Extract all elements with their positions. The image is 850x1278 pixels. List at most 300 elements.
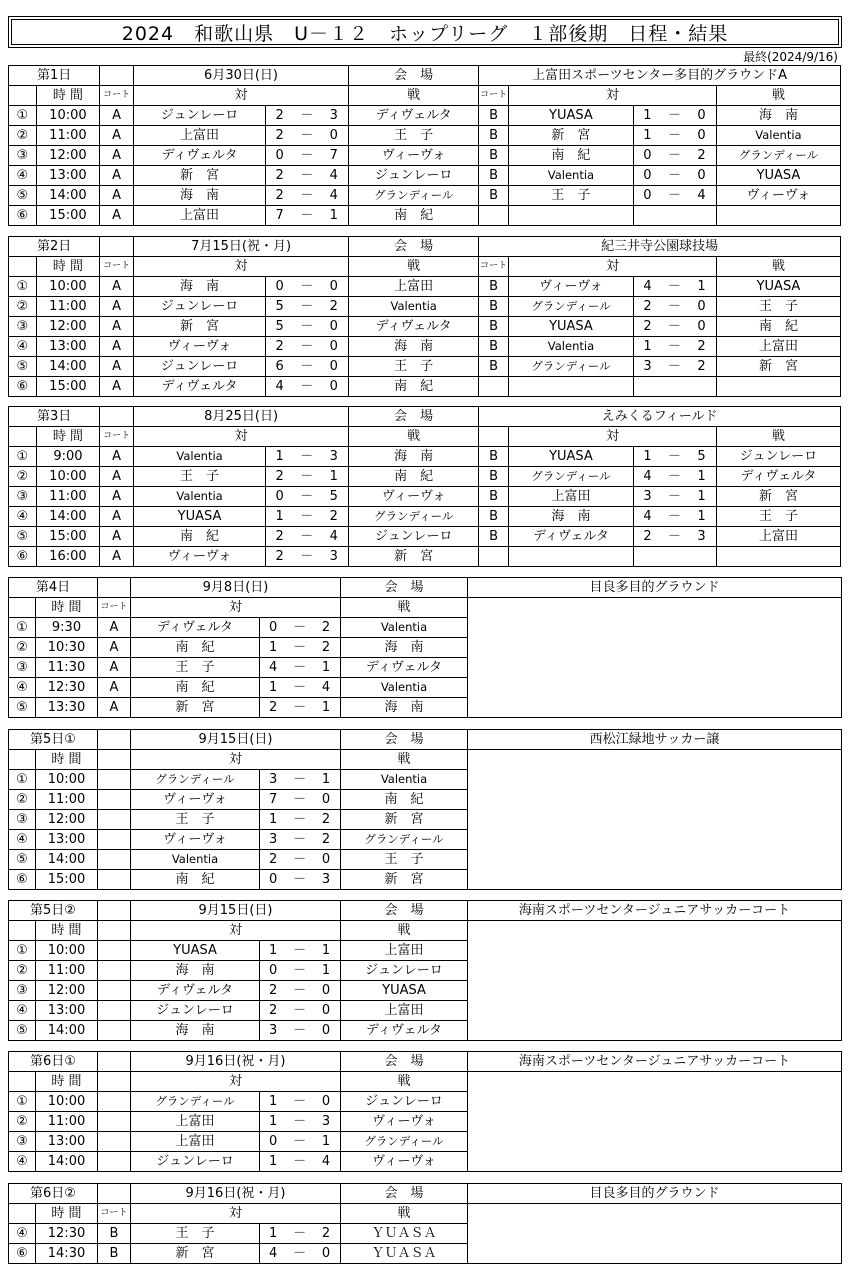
away-score: 3 (329, 549, 338, 564)
time-header: 時 間 (36, 427, 100, 447)
match-time: 15:00 (36, 377, 100, 397)
home-team: ジュンレーロ (133, 357, 265, 377)
score-dash: － (668, 319, 682, 334)
score-dash: － (300, 148, 314, 163)
away-score: 3 (697, 529, 706, 544)
score (260, 830, 341, 850)
score-dash: － (300, 489, 314, 504)
score-dash: － (293, 852, 307, 867)
venue-label: 会 場 (341, 578, 468, 598)
home-team: ヴィーヴォ (133, 337, 265, 357)
match-row (9, 186, 841, 206)
home-score: 3 (269, 1023, 278, 1038)
away-score: 2 (697, 359, 706, 374)
blank-cell (98, 578, 131, 598)
home-score: 0 (643, 188, 652, 203)
vs-header: 対 (131, 750, 341, 770)
away-team-b: 上富田 (716, 337, 840, 357)
away-team: 新 宮 (341, 810, 468, 830)
day-label: 第2日 (9, 237, 100, 257)
match-court-b: B (479, 357, 509, 377)
match-number: ③ (9, 1132, 36, 1152)
match-number: ③ (9, 810, 36, 830)
home-team: ディヴェルタ (131, 981, 260, 1001)
home-team: 新 宮 (133, 166, 265, 186)
score-dash: － (293, 812, 307, 827)
court-header: コート (98, 598, 131, 618)
match-time: 9:00 (36, 447, 100, 467)
match-court (98, 981, 131, 1001)
home-score: 4 (269, 660, 278, 675)
score (266, 186, 349, 206)
venue-label: 会 場 (349, 237, 479, 257)
empty-area (468, 921, 842, 1041)
score (260, 941, 341, 961)
score-dash: － (293, 943, 307, 958)
match-date: 9月15日(日) (131, 730, 341, 750)
match-time: 12:30 (36, 1224, 98, 1244)
venue-name: えみくるフィールド (479, 407, 841, 427)
away-team-b: 上富田 (716, 527, 840, 547)
score (260, 1244, 341, 1264)
score (260, 850, 341, 870)
score (633, 126, 716, 146)
away-score: 2 (329, 299, 338, 314)
match-time: 14:00 (36, 1021, 98, 1041)
match-time: 14:30 (36, 1244, 98, 1264)
score-dash: － (667, 168, 681, 183)
home-team: ヴィーヴォ (131, 790, 260, 810)
blank-cell (100, 66, 134, 86)
home-team: ディヴェルタ (131, 618, 260, 638)
home-team-b: グランディール (508, 297, 633, 317)
away-team-b (716, 547, 840, 567)
match-number: ④ (9, 1152, 36, 1172)
score-dash: － (293, 660, 307, 675)
away-score: 0 (321, 1246, 331, 1261)
match-number: ③ (9, 487, 37, 507)
score (260, 1224, 341, 1244)
home-team: グランディール (131, 1092, 260, 1112)
match-number: ⑥ (9, 870, 36, 890)
away-score: 1 (321, 1134, 331, 1149)
score (260, 981, 341, 1001)
home-score: 1 (275, 509, 284, 524)
home-team: 南 紀 (131, 678, 260, 698)
match-court: A (98, 638, 131, 658)
vs-header: 対 (131, 598, 341, 618)
match-time: 10:00 (36, 467, 100, 487)
home-score: 1 (269, 640, 278, 655)
home-score: 2 (269, 1003, 278, 1018)
blank-cell (9, 257, 37, 277)
blank-cell (98, 730, 131, 750)
match-court: A (100, 106, 134, 126)
vs-header: 対 (131, 1204, 341, 1224)
match-number: ⑥ (9, 547, 37, 567)
score-dash: － (293, 1003, 307, 1018)
match-number: ⑥ (9, 1244, 36, 1264)
home-team-b: Valentia (508, 166, 633, 186)
home-team: 上富田 (133, 206, 265, 226)
away-team-b: Valentia (716, 126, 840, 146)
home-score: 0 (275, 279, 284, 294)
empty-area (468, 598, 842, 718)
match-court (98, 770, 131, 790)
away-team: 新 宮 (341, 870, 468, 890)
away-team-b (716, 206, 840, 226)
away-team: 王 子 (349, 357, 479, 377)
blank-cell (100, 407, 134, 427)
vs-header: 対 (131, 921, 341, 941)
score-dash: － (293, 620, 307, 635)
match-number: ⑤ (9, 850, 36, 870)
match-time: 11:00 (36, 126, 100, 146)
score (260, 1152, 341, 1172)
score (260, 790, 341, 810)
home-team: Valentia (131, 850, 260, 870)
court-header (479, 427, 509, 447)
match-court: A (100, 166, 134, 186)
home-team: 新 宮 (131, 1244, 260, 1264)
blank-cell (9, 427, 37, 447)
home-score: 3 (643, 489, 652, 504)
away-team-b: ジュンレーロ (716, 447, 840, 467)
match-number: ③ (9, 981, 36, 1001)
match-date: 7月15日(祝・月) (133, 237, 348, 257)
match-court (98, 961, 131, 981)
match-row (9, 277, 841, 297)
score (266, 277, 349, 297)
away-score: 0 (329, 319, 338, 334)
away-team: Valentia (349, 297, 479, 317)
match-court-b: B (479, 126, 509, 146)
away-team: ＹＵＡＳＡ (341, 1224, 468, 1244)
vs-header: 戦 (341, 1072, 468, 1092)
away-score: 1 (697, 489, 706, 504)
score (260, 638, 341, 658)
away-score: 0 (697, 168, 706, 183)
court-header: コート (98, 1204, 131, 1224)
match-number: ④ (9, 1001, 36, 1021)
vs-header: 戦 (349, 427, 479, 447)
match-row (9, 487, 841, 507)
away-team: 上富田 (349, 277, 479, 297)
match-time: 15:00 (36, 870, 98, 890)
score-dash: － (293, 963, 307, 978)
home-team: グランディール (131, 770, 260, 790)
home-team: 王 子 (131, 1224, 260, 1244)
match-court (98, 1001, 131, 1021)
home-score: 2 (643, 529, 652, 544)
home-team: Valentia (133, 447, 265, 467)
match-time: 13:00 (36, 337, 100, 357)
away-score: 4 (321, 1154, 331, 1169)
day-label: 第6日② (9, 1184, 98, 1204)
match-court: A (100, 507, 134, 527)
vs-header: 戦 (349, 257, 479, 277)
home-score: 1 (643, 449, 652, 464)
match-row (9, 507, 841, 527)
match-court: A (98, 698, 131, 718)
last-updated: 最終(2024/9/16) (743, 50, 838, 64)
home-team-b: 上富田 (508, 487, 633, 507)
away-score: 1 (329, 469, 338, 484)
empty-area (468, 750, 842, 890)
score-dash: － (667, 128, 681, 143)
venue-name: 目良多目的グラウンド (468, 1184, 842, 1204)
match-row (9, 467, 841, 487)
day-block (8, 1051, 842, 1172)
away-team: ディヴェルタ (349, 317, 479, 337)
blank-cell (9, 86, 37, 106)
match-row (9, 547, 841, 567)
home-score: 7 (275, 208, 284, 223)
home-team-b (508, 547, 633, 567)
court-header (98, 750, 131, 770)
away-team: 上富田 (341, 1001, 468, 1021)
match-time: 13:00 (36, 1001, 98, 1021)
score (266, 487, 349, 507)
match-number: ③ (9, 146, 37, 166)
away-team-b: グランディール (716, 146, 840, 166)
away-team-b: 南 紀 (716, 317, 840, 337)
score (260, 1021, 341, 1041)
home-score: 0 (643, 168, 652, 183)
home-score: 1 (269, 943, 278, 958)
match-time: 12:00 (36, 810, 98, 830)
score (260, 658, 341, 678)
score (266, 206, 349, 226)
score-dash: － (293, 1114, 307, 1129)
away-score: 2 (321, 812, 331, 827)
away-score: 7 (329, 148, 338, 163)
away-score: 1 (697, 509, 706, 524)
match-number: ⑤ (9, 186, 37, 206)
match-row (9, 377, 841, 397)
away-score: 0 (329, 128, 338, 143)
home-score: 5 (275, 299, 284, 314)
match-number: ④ (9, 830, 36, 850)
away-team: グランディール (341, 830, 468, 850)
home-team-b: YUASA (508, 106, 633, 126)
away-team: Valentia (341, 618, 468, 638)
match-row (9, 126, 841, 146)
venue-label: 会 場 (341, 730, 468, 750)
vs-header: 戦 (341, 598, 468, 618)
match-number: ① (9, 941, 36, 961)
home-team-b: グランディール (508, 357, 633, 377)
match-time: 15:00 (36, 527, 100, 547)
match-time: 13:00 (36, 830, 98, 850)
away-score: 0 (321, 792, 331, 807)
away-score: 0 (321, 983, 331, 998)
match-number: ④ (9, 678, 36, 698)
match-number: ④ (9, 507, 37, 527)
home-score: 1 (269, 1226, 278, 1241)
away-score: 0 (697, 319, 706, 334)
home-team: 上富田 (133, 126, 265, 146)
empty-area (468, 1204, 842, 1264)
day-label: 第5日② (9, 901, 98, 921)
match-court: A (100, 337, 134, 357)
score (266, 317, 349, 337)
match-court-b: B (479, 447, 509, 467)
away-score: 3 (329, 449, 338, 464)
score (633, 146, 716, 166)
score (633, 186, 716, 206)
match-court-b: B (479, 186, 509, 206)
home-score: 0 (269, 620, 278, 635)
home-score: 0 (275, 148, 284, 163)
match-number: ⑤ (9, 1021, 36, 1041)
score (633, 377, 716, 397)
match-court: A (98, 658, 131, 678)
home-team: 王 子 (131, 810, 260, 830)
blank-cell (9, 921, 36, 941)
away-score: 4 (697, 188, 706, 203)
home-team: ジュンレーロ (133, 106, 265, 126)
score-dash: － (293, 1226, 307, 1241)
blank-cell (9, 1204, 36, 1224)
home-team: 王 子 (133, 467, 265, 487)
score (633, 166, 716, 186)
away-team: 南 紀 (349, 377, 479, 397)
score (260, 678, 341, 698)
match-time: 14:00 (36, 186, 100, 206)
blank-cell (9, 598, 36, 618)
match-row (9, 357, 841, 377)
score-dash: － (293, 1094, 307, 1109)
home-score: 6 (275, 359, 284, 374)
match-court (98, 1132, 131, 1152)
match-court: A (100, 547, 134, 567)
away-score: 2 (321, 640, 331, 655)
match-number: ⑤ (9, 527, 37, 547)
home-score: 0 (643, 148, 652, 163)
home-score: 1 (269, 812, 278, 827)
home-team: 海 南 (131, 1021, 260, 1041)
home-score: 4 (643, 469, 652, 484)
match-court-b: B (479, 487, 509, 507)
score-dash: － (293, 772, 307, 787)
match-date: 9月8日(日) (131, 578, 341, 598)
venue-label: 会 場 (349, 407, 479, 427)
score (633, 507, 716, 527)
score-dash: － (293, 680, 307, 695)
match-time: 12:00 (36, 317, 100, 337)
away-team: 海 南 (341, 698, 468, 718)
court-header: コート (100, 427, 134, 447)
match-time: 12:30 (36, 678, 98, 698)
away-score: 1 (321, 943, 331, 958)
day-block (8, 1183, 842, 1264)
match-time: 11:00 (36, 487, 100, 507)
away-score: 0 (697, 128, 706, 143)
match-time: 13:00 (36, 166, 100, 186)
match-time: 14:00 (36, 357, 100, 377)
home-score: 4 (275, 379, 284, 394)
score (260, 618, 341, 638)
away-score: 2 (697, 148, 706, 163)
venue-name: 海南スポーツセンタージュニアサッカーコート (468, 1052, 842, 1072)
score-dash: － (668, 279, 682, 294)
score (266, 447, 349, 467)
match-court (98, 810, 131, 830)
match-number: ⑥ (9, 377, 37, 397)
day-label: 第4日 (9, 578, 98, 598)
home-team-b: ヴィーヴォ (508, 277, 633, 297)
score-dash: － (668, 359, 682, 374)
match-time: 10:00 (36, 277, 100, 297)
day-block (8, 406, 841, 567)
home-score: 2 (269, 983, 278, 998)
away-team: 海 南 (349, 337, 479, 357)
score (260, 810, 341, 830)
match-number: ② (9, 638, 36, 658)
home-score: 4 (269, 1246, 278, 1261)
match-number: ② (9, 790, 36, 810)
match-court (98, 1092, 131, 1112)
home-score: 1 (643, 128, 652, 143)
match-row (9, 206, 841, 226)
venue-label: 会 場 (349, 66, 479, 86)
vs-header: 戦 (341, 921, 468, 941)
match-time: 11:00 (36, 961, 98, 981)
vs-header: 対 (133, 427, 348, 447)
score-dash: － (300, 319, 314, 334)
score (633, 297, 716, 317)
away-team-b: 王 子 (716, 507, 840, 527)
score (633, 467, 716, 487)
score (633, 337, 716, 357)
match-court: A (100, 297, 134, 317)
away-team: 新 宮 (349, 547, 479, 567)
score-dash: － (300, 339, 314, 354)
score-dash: － (667, 148, 681, 163)
score-dash: － (293, 1246, 307, 1261)
match-court (98, 870, 131, 890)
away-team: ジュンレーロ (341, 1092, 468, 1112)
home-score: 3 (643, 359, 652, 374)
home-team: ジュンレーロ (133, 297, 265, 317)
time-header: 時 間 (36, 750, 98, 770)
away-score: 4 (329, 188, 338, 203)
match-court: A (100, 186, 134, 206)
score-dash: － (293, 700, 307, 715)
away-team: ヴィーヴォ (341, 1112, 468, 1132)
match-court (98, 790, 131, 810)
away-team: 海 南 (349, 447, 479, 467)
away-score: 2 (697, 339, 706, 354)
away-score: 0 (321, 1023, 331, 1038)
home-team-b: 王 子 (508, 186, 633, 206)
home-score: 1 (269, 680, 278, 695)
match-number: ③ (9, 317, 37, 337)
match-time: 12:00 (36, 981, 98, 1001)
away-score: 0 (329, 279, 338, 294)
match-court-b: B (479, 467, 509, 487)
home-team: 海 南 (133, 277, 265, 297)
match-court: B (98, 1244, 131, 1264)
score-dash: － (300, 188, 314, 203)
home-score: 2 (275, 128, 284, 143)
match-number: ② (9, 1112, 36, 1132)
match-time: 11:00 (36, 297, 100, 317)
home-team-b: ディヴェルタ (508, 527, 633, 547)
score-dash: － (300, 108, 314, 123)
page-title: 2024 和歌山県 U－１２ ホップリーグ １部後期 日程・結果 (8, 16, 842, 48)
